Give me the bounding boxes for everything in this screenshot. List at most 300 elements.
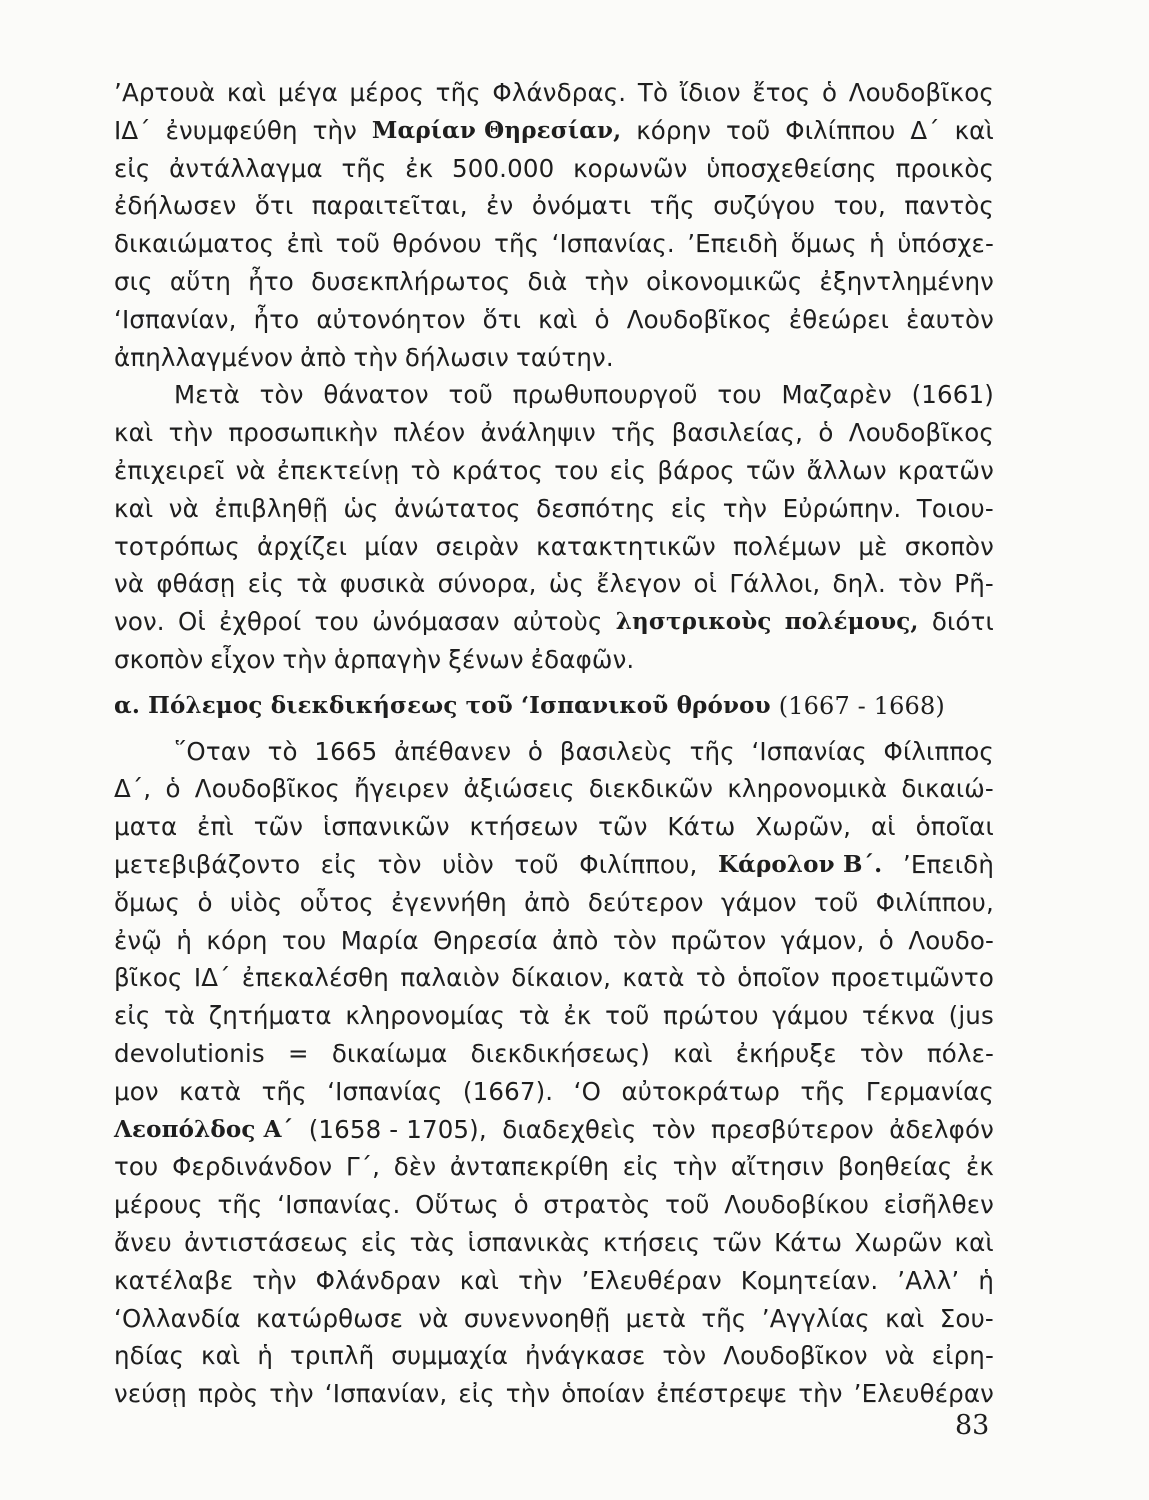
word: αὐτοὺς bbox=[512, 607, 603, 637]
word: = bbox=[287, 1039, 309, 1068]
word: δικαιώ- bbox=[901, 774, 994, 804]
word: τῆς bbox=[494, 229, 540, 259]
word: ΙΔ΄ bbox=[193, 963, 231, 993]
word: τὸ bbox=[410, 456, 441, 485]
word: μον bbox=[114, 1076, 159, 1106]
word: ἴδιον bbox=[679, 78, 741, 107]
text-line bbox=[114, 418, 994, 448]
word: ἀπὸ bbox=[300, 342, 347, 372]
text-line bbox=[114, 305, 994, 335]
word: τὸν bbox=[651, 1114, 696, 1144]
word: δήλωσιν bbox=[404, 342, 509, 372]
word: συμμαχία bbox=[391, 1341, 509, 1371]
word: ’Ελευθέραν bbox=[853, 1379, 994, 1409]
word: ηδίας bbox=[114, 1341, 185, 1371]
word: εἰς bbox=[320, 850, 358, 879]
word: οἱ bbox=[693, 569, 718, 599]
word: καὶ bbox=[538, 304, 578, 334]
word: νεύσῃ bbox=[114, 1379, 187, 1409]
word: ταύτην. bbox=[515, 342, 614, 372]
word: Σου- bbox=[939, 1303, 994, 1333]
text-line bbox=[114, 1304, 994, 1334]
word: νον. bbox=[114, 607, 165, 637]
word: πολέμων bbox=[732, 531, 842, 561]
word: ἄνευ bbox=[114, 1228, 172, 1257]
word: τῆς bbox=[261, 1076, 307, 1106]
word: devolutionis bbox=[114, 1039, 265, 1068]
word: τοτρόπως bbox=[114, 531, 240, 561]
word: ’Αγγλίας bbox=[761, 1303, 870, 1333]
text-line bbox=[114, 154, 994, 184]
word: αἱ bbox=[870, 812, 896, 842]
word: εἶχον bbox=[210, 645, 276, 674]
word: ὅμως bbox=[790, 229, 857, 259]
text-line bbox=[114, 1039, 994, 1069]
word: πρωθυπουργοῦ bbox=[512, 380, 698, 410]
word: κτήσεις bbox=[602, 1228, 701, 1257]
text-line bbox=[114, 191, 994, 221]
word: ὁποίαν bbox=[561, 1379, 646, 1409]
word: εἰς bbox=[114, 1001, 151, 1031]
word: πλέον bbox=[393, 418, 466, 448]
word: τὸ bbox=[695, 963, 726, 993]
word: σύνορα, bbox=[437, 569, 537, 599]
word: (jus bbox=[948, 1001, 994, 1031]
word: ‘Ολλανδία bbox=[114, 1303, 241, 1333]
word: προετιμῶντο bbox=[831, 963, 994, 993]
word: ῞Οταν bbox=[174, 736, 251, 766]
word: τὸν bbox=[377, 850, 422, 879]
word: ἀπέθανεν bbox=[394, 736, 512, 766]
word: ἀδελφόν bbox=[889, 1114, 994, 1144]
word: φθάσῃ bbox=[156, 569, 236, 599]
word: τὴν bbox=[798, 1379, 843, 1409]
word: Κάτω bbox=[774, 1228, 843, 1257]
bold-term: Λεοπόλδος Α΄ bbox=[114, 1115, 294, 1143]
word: βάρος bbox=[657, 456, 735, 485]
word: ἤγειρεν bbox=[354, 774, 450, 804]
text-line bbox=[114, 494, 994, 524]
word: ἀνώτατος bbox=[394, 493, 521, 523]
word: τὰ bbox=[518, 1001, 550, 1031]
text-line bbox=[114, 926, 994, 956]
word: ἄλλων bbox=[806, 456, 887, 485]
word: ἐνυμφεύθη bbox=[165, 115, 298, 145]
word: τὴν bbox=[282, 645, 327, 674]
word: ὁ bbox=[818, 418, 834, 448]
word: ἀπηλλαγμένον bbox=[114, 342, 294, 372]
word: πρεσβύτερον bbox=[711, 1114, 874, 1144]
word: ματα bbox=[114, 812, 178, 842]
word: αὐτοκράτωρ bbox=[621, 1076, 780, 1106]
word: ἀπὸ bbox=[524, 887, 571, 917]
word: σειρὰν bbox=[435, 531, 520, 561]
word: ‘Ισπανίας. bbox=[277, 1190, 401, 1220]
word: πρῶτον bbox=[671, 925, 767, 955]
word: τὴν bbox=[312, 115, 357, 145]
word: τῶν bbox=[253, 812, 304, 842]
word: σκοπὸν bbox=[904, 531, 994, 561]
word: ἀρχίζει bbox=[257, 531, 348, 561]
text-line bbox=[114, 1341, 994, 1371]
word: ‘Ισπανίαν, bbox=[114, 304, 237, 334]
word: οὗτος bbox=[299, 887, 374, 917]
word: τὴν bbox=[722, 493, 768, 523]
word: οἰκονομικῶς bbox=[646, 267, 803, 296]
word: τριπλῆ bbox=[289, 1341, 375, 1371]
text-line bbox=[114, 888, 994, 918]
text-line bbox=[114, 850, 994, 880]
word: νὰ bbox=[168, 493, 199, 523]
text-line bbox=[114, 78, 994, 108]
text-line bbox=[114, 1266, 994, 1296]
word: τὴν bbox=[252, 1265, 297, 1295]
word: τὴν bbox=[353, 342, 398, 372]
word: γάμου bbox=[772, 1001, 849, 1031]
word: τοῦ bbox=[814, 887, 859, 917]
word: (1658 - 1705), bbox=[308, 1114, 487, 1144]
word: Κομητείαν. bbox=[740, 1265, 879, 1295]
word: δηλ. bbox=[832, 569, 886, 599]
text-line bbox=[114, 1152, 994, 1182]
word: παλαιὸν bbox=[400, 963, 500, 993]
word: τῆς bbox=[701, 1303, 747, 1333]
word: ‘Ισπανίας bbox=[327, 1076, 443, 1106]
word: ὅτι bbox=[482, 304, 522, 334]
text-line bbox=[114, 645, 994, 675]
word: ὁ bbox=[594, 304, 610, 334]
word: ἔτος bbox=[752, 78, 811, 107]
word: Οἱ bbox=[178, 607, 206, 637]
word: θρόνου bbox=[392, 229, 482, 259]
word: θάνατον bbox=[323, 380, 429, 410]
word: τὰ bbox=[163, 1001, 196, 1031]
word: ἡ bbox=[978, 1265, 994, 1295]
word: καὶ bbox=[885, 1303, 925, 1333]
word: ’Επειδὴ bbox=[687, 229, 779, 259]
word: ‘Ισπανίας bbox=[751, 736, 867, 766]
word: ’Αρτουὰ bbox=[114, 78, 216, 107]
word: Γάλλοι, bbox=[729, 569, 821, 599]
word: ΙΔ΄ bbox=[114, 115, 151, 145]
word: νὰ bbox=[235, 456, 266, 485]
word: διεκδικήσεως) bbox=[470, 1039, 651, 1068]
text-line bbox=[114, 343, 994, 373]
word: αὕτη bbox=[169, 267, 232, 296]
word: ἐπὶ bbox=[286, 229, 324, 259]
word: ὑπόσχε- bbox=[897, 229, 994, 259]
word: ὡς bbox=[343, 493, 379, 523]
word: καὶ bbox=[114, 493, 154, 523]
word: (1667). bbox=[462, 1076, 554, 1106]
word: τοῦ bbox=[605, 1001, 650, 1031]
word: εἰς bbox=[622, 1152, 660, 1182]
text-line bbox=[114, 774, 994, 804]
word: νὰ bbox=[884, 1341, 915, 1371]
word: βασιλείας, bbox=[671, 418, 804, 448]
word: τὰς bbox=[409, 1228, 456, 1257]
word: εἰρη- bbox=[931, 1341, 994, 1371]
word: πρώτου bbox=[663, 1001, 759, 1031]
word: κατὰ bbox=[179, 1076, 242, 1106]
word: Εὐρώπην. bbox=[782, 493, 902, 523]
word: τῆς bbox=[341, 153, 387, 183]
text-line bbox=[114, 812, 994, 842]
word: ‘Ισπανίας. bbox=[551, 229, 675, 259]
text-line bbox=[114, 963, 994, 993]
word: ὠνόμασαν bbox=[372, 607, 500, 637]
word: Δ΄ bbox=[910, 115, 940, 145]
word: κατέλαβε bbox=[114, 1265, 234, 1295]
word: τοῦ bbox=[665, 1190, 710, 1220]
word: ἐπεκαλέσθη bbox=[241, 963, 389, 993]
word: αὐτονόητον bbox=[316, 304, 466, 334]
word: πόλε- bbox=[926, 1039, 994, 1068]
word: εἰς bbox=[458, 1379, 495, 1409]
word: γάμον bbox=[721, 887, 797, 917]
word: εἰς bbox=[114, 153, 151, 183]
word: ὅτι bbox=[254, 191, 294, 221]
word: τῆς bbox=[689, 736, 735, 766]
word: του bbox=[114, 1152, 159, 1182]
word: ὁ bbox=[821, 78, 838, 107]
word: Γερμανίας bbox=[865, 1076, 994, 1106]
word: τὴν bbox=[168, 418, 214, 448]
word: βῖκος bbox=[114, 963, 183, 993]
text-line bbox=[114, 380, 994, 410]
word: ἦτο bbox=[253, 304, 300, 334]
word: του bbox=[314, 607, 359, 637]
word: Δ΄, bbox=[114, 774, 152, 804]
word: προικὸς bbox=[895, 153, 994, 183]
word: ὑποσχεθείσης bbox=[706, 153, 877, 183]
word: εἰς bbox=[247, 569, 285, 599]
word: κορωνῶν bbox=[573, 153, 688, 183]
word: ὁποῖαι bbox=[915, 812, 994, 842]
word: Μαζαρὲν bbox=[781, 380, 892, 410]
word: κόρην bbox=[636, 115, 712, 145]
word: δὲν bbox=[393, 1152, 437, 1182]
word: Λουδοβῖκος bbox=[194, 774, 340, 804]
word: ἐχθροί bbox=[219, 607, 302, 637]
word: Οὕτως bbox=[415, 1190, 499, 1220]
word: ἁρπαγὴν bbox=[333, 645, 442, 674]
word: νὰ bbox=[418, 1303, 449, 1333]
word: του, bbox=[833, 191, 886, 221]
word: τῆς bbox=[611, 418, 657, 448]
word: κράτος bbox=[451, 456, 544, 485]
word: Λουδοβῖκος bbox=[848, 78, 994, 107]
word: εἰσῆλθεν bbox=[883, 1190, 994, 1220]
word: διεκδικῶν bbox=[588, 774, 714, 804]
word: Μετὰ bbox=[174, 380, 240, 410]
word: Λουδοβῖκον bbox=[723, 1341, 868, 1371]
word: υἱὸν bbox=[442, 850, 494, 879]
word: ἐθεώρει bbox=[788, 304, 890, 334]
heading-years: (1667 - 1668) bbox=[778, 691, 945, 720]
word: ‘Ισπανίαν, bbox=[324, 1379, 448, 1409]
text-line bbox=[114, 456, 994, 486]
text-line bbox=[114, 1001, 994, 1031]
word: Φιλίππου, bbox=[579, 850, 698, 879]
word: ’Αλλ’ bbox=[897, 1265, 960, 1295]
word: ἀνταπεκρίθη bbox=[449, 1152, 610, 1182]
word: 1665 bbox=[314, 736, 378, 766]
word: αἴτησιν bbox=[730, 1152, 825, 1182]
word: παραιτεῖται, bbox=[311, 191, 468, 221]
word: μὲ bbox=[858, 531, 888, 561]
word: ὁ bbox=[513, 1190, 529, 1220]
text-line bbox=[114, 1077, 994, 1107]
word: ἀνάληψιν bbox=[480, 418, 596, 448]
word: νὰ bbox=[114, 569, 145, 599]
word: συνεννοηθῇ bbox=[463, 1303, 611, 1333]
text-line bbox=[114, 1115, 994, 1145]
word: μετὰ bbox=[625, 1303, 687, 1333]
word: υἱὸς bbox=[229, 887, 283, 917]
word: τοῦ bbox=[514, 850, 559, 879]
word: διὰ bbox=[527, 267, 568, 296]
word: Λουδοβίκου bbox=[724, 1190, 870, 1220]
word: δυσεκπλήρωτος bbox=[311, 267, 511, 296]
word: Λουδο- bbox=[908, 925, 994, 955]
word: τὰ bbox=[296, 569, 328, 599]
word: τῆς bbox=[649, 191, 695, 221]
word: εἰς bbox=[361, 1228, 398, 1257]
word: σκοπὸν bbox=[114, 645, 204, 674]
word: ἐπέστρεψε bbox=[656, 1379, 788, 1409]
word: του bbox=[281, 925, 327, 955]
word: κατώρθωσε bbox=[256, 1303, 404, 1333]
text-line bbox=[114, 1379, 994, 1409]
word: Γ΄, bbox=[345, 1152, 381, 1182]
word: Φίλιππος bbox=[883, 736, 994, 766]
word: φυσικὰ bbox=[339, 569, 426, 599]
page-number: 83 bbox=[955, 1410, 990, 1441]
word: ἐπὶ bbox=[197, 812, 234, 842]
text-line bbox=[114, 532, 994, 562]
word: γάμον, bbox=[780, 925, 865, 955]
word: ἐδήλωσεν bbox=[114, 191, 237, 221]
word: δεσπότης bbox=[536, 493, 656, 523]
word: Θηρεσία bbox=[433, 925, 538, 955]
word: ἐκήρυξε bbox=[735, 1039, 837, 1068]
word: διαδεχθεὶς bbox=[502, 1114, 637, 1144]
word: Χωρῶν bbox=[854, 1228, 943, 1257]
bold-term: πολέμους, bbox=[784, 608, 919, 636]
word: δικαιώματος bbox=[114, 229, 275, 259]
word: ἔλεγον bbox=[596, 569, 682, 599]
word: τοῦ bbox=[448, 380, 493, 410]
word: ἐκ bbox=[563, 1001, 592, 1031]
word: τὸν bbox=[898, 569, 943, 599]
word: συζύγου bbox=[713, 191, 816, 221]
word: Τοιου- bbox=[916, 493, 994, 523]
word: Φερδινάνδον bbox=[172, 1152, 333, 1182]
word: ἀξιώσεις bbox=[463, 774, 575, 804]
text-line bbox=[114, 116, 994, 146]
word: προσωπικὴν bbox=[228, 418, 378, 448]
word: διότι bbox=[931, 607, 994, 637]
word: πρὸς bbox=[197, 1379, 259, 1409]
word: κληρονομικὰ bbox=[727, 774, 888, 804]
word: ἡ bbox=[176, 925, 192, 955]
word: τὸν bbox=[859, 1039, 904, 1068]
word: τὸν bbox=[612, 925, 657, 955]
word: στρατὸς bbox=[543, 1190, 651, 1220]
word: τὴν bbox=[518, 1265, 563, 1295]
word: ἐγεννήθη bbox=[391, 887, 507, 917]
word: βοηθείας bbox=[837, 1152, 953, 1182]
word: κατακτητικῶν bbox=[536, 531, 716, 561]
word: Φιλίππου bbox=[785, 115, 896, 145]
word: ἠνάγκασε bbox=[525, 1341, 646, 1371]
word: ὅμως bbox=[114, 887, 181, 917]
word: τῶν bbox=[712, 1228, 762, 1257]
word: ἐνῷ bbox=[114, 925, 162, 955]
word: ἡ bbox=[869, 229, 885, 259]
word: κόρη bbox=[206, 925, 268, 955]
word: τὴν bbox=[505, 1379, 551, 1409]
word: ὁ bbox=[165, 774, 181, 804]
text-line bbox=[114, 267, 994, 297]
word: τῆς bbox=[217, 1190, 263, 1220]
word: κτήσεων bbox=[469, 812, 579, 842]
word: τῆς bbox=[800, 1076, 846, 1106]
word: ἱσπανικῶν bbox=[322, 812, 450, 842]
word: καὶ bbox=[201, 1341, 241, 1371]
word: ἐκ bbox=[965, 1152, 994, 1182]
bold-term: Κάρολον Β΄. bbox=[717, 851, 883, 878]
word: ἐπιβληθῇ bbox=[214, 493, 329, 523]
word: Κάτω bbox=[667, 812, 736, 842]
word: Φιλίππου, bbox=[875, 887, 994, 917]
word: τῆς bbox=[435, 78, 481, 107]
word: (1661) bbox=[911, 380, 994, 410]
text-line bbox=[114, 737, 994, 767]
bold-term: Μαρίαν Θηρεσίαν, bbox=[371, 116, 622, 144]
word: τοῦ bbox=[726, 115, 771, 145]
word: καὶ bbox=[114, 418, 154, 448]
word: ἦτο bbox=[248, 267, 294, 296]
word: τὴν bbox=[672, 1152, 718, 1182]
text-line bbox=[114, 229, 994, 259]
word: ἐν bbox=[486, 191, 514, 221]
word: ἀντιστάσεως bbox=[184, 1228, 349, 1257]
word: καὶ bbox=[954, 1228, 994, 1257]
word: του bbox=[554, 456, 599, 485]
word: μίαν bbox=[364, 531, 419, 561]
word: Λουδοβῖκος bbox=[848, 418, 994, 448]
word: Φλάνδρας. bbox=[492, 78, 627, 107]
word: τῶν bbox=[598, 812, 648, 842]
word: ἀντάλλαγμα bbox=[169, 153, 323, 183]
word: ‘Ο bbox=[573, 1076, 602, 1106]
word: τοῦ bbox=[335, 229, 381, 259]
word: του bbox=[717, 380, 762, 410]
word: ὀνόματι bbox=[531, 191, 632, 221]
word: δικαίωμα bbox=[331, 1039, 448, 1068]
word: ἐδαφῶν. bbox=[530, 645, 635, 674]
text-line bbox=[114, 1228, 994, 1258]
word: Ρῆ- bbox=[954, 569, 994, 599]
word: ἐπιχειρεῖ bbox=[114, 456, 225, 485]
word: παντὸς bbox=[904, 191, 994, 221]
word: τὸ bbox=[267, 736, 298, 766]
word: ἀπὸ bbox=[552, 925, 599, 955]
word: εἰς bbox=[609, 456, 647, 485]
word: μέρους bbox=[114, 1190, 203, 1220]
